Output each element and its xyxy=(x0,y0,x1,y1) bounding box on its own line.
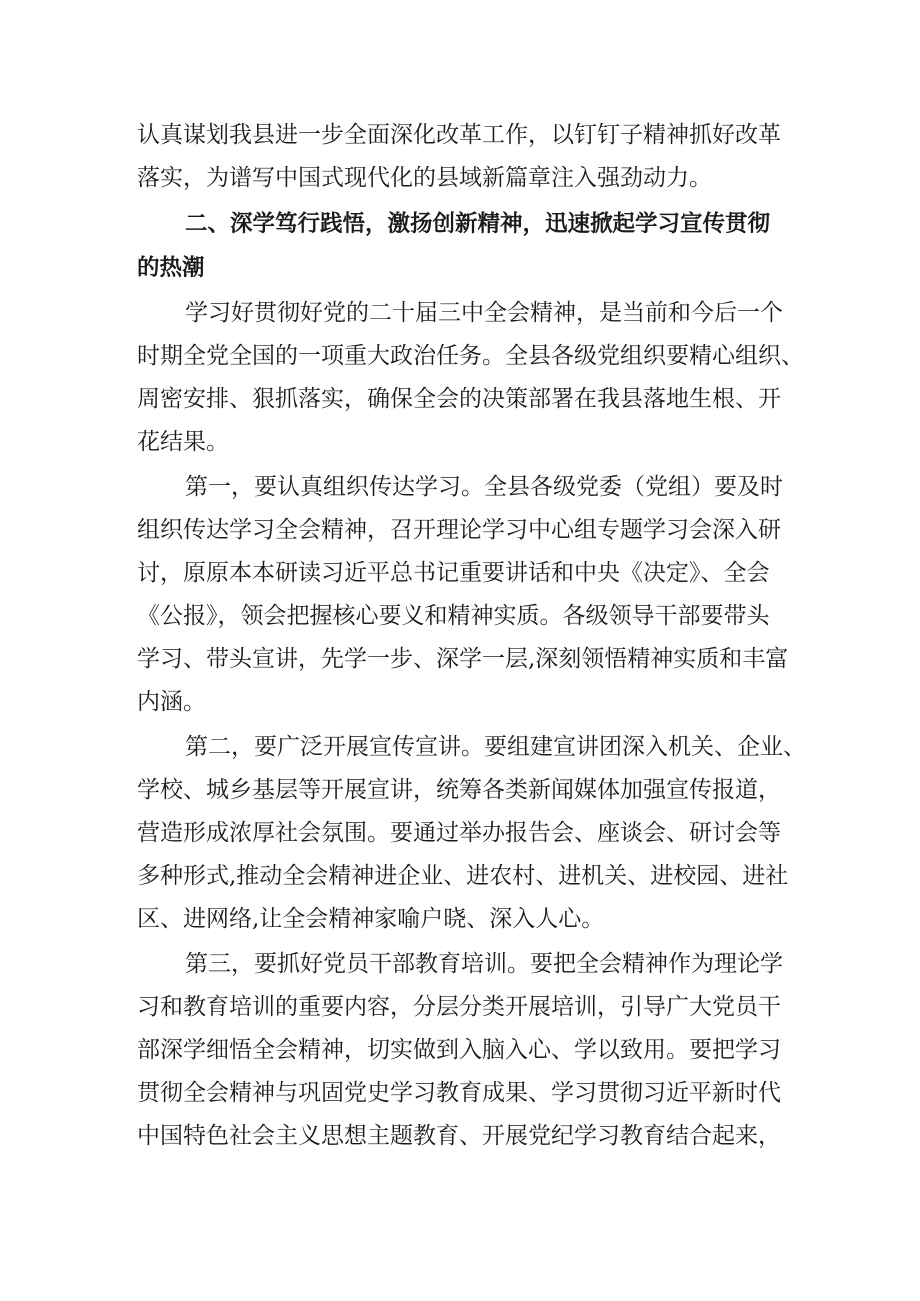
body-line: 中国特色社会主义思想主题教育、开展党纪学习教育结合起来， xyxy=(137,1123,781,1149)
body-line: 部深学细悟全会精神，切实做到入脑入心、学以致用。要把学习 xyxy=(137,1037,781,1063)
paragraph-first-line: 学习好贯彻好党的二十届三中全会精神，是当前和今后一个 xyxy=(185,300,783,326)
body-line: 区、进网络,让全会精神家喻户晓、深入人心。 xyxy=(137,906,605,932)
paragraph-first-line: 第三，要抓好党员干部教育培训。要把全会精神作为理论学 xyxy=(185,951,783,977)
body-line: 习和教育培训的重要内容，分层分类开展培训，引导广大党员干 xyxy=(137,994,781,1020)
body-line: 学校、城乡基层等开展宣讲，统筹各类新闻媒体加强宣传报道， xyxy=(137,777,781,803)
paragraph-first-line: 第一，要认真组织传达学习。全县各级党委（党组）要及时 xyxy=(185,474,783,500)
body-line: 营造形成浓厚社会氛围。要通过举办报告会、座谈会、研讨会等 xyxy=(137,820,781,846)
body-line: 花结果。 xyxy=(137,429,229,455)
body-line: 内涵。 xyxy=(137,689,206,715)
body-line: 认真谋划我县进一步全面深化改革工作，以钉钉子精神抓好改革 xyxy=(137,122,781,148)
body-line: 讨，原原本本研读习近平总书记重要讲话和中央《决定》、全会 xyxy=(137,560,770,586)
body-line: 周密安排、狠抓落实，确保全会的决策部署在我县落地生根、开 xyxy=(137,386,781,412)
section-heading-continued: 的热潮 xyxy=(137,255,205,281)
body-line: 多种形式,推动全会精神进企业、进农村、进机关、进校园、进社 xyxy=(137,863,789,889)
body-line: 落实，为谱写中国式现代化的县域新篇章注入强劲动力。 xyxy=(137,165,712,191)
body-line: 学习、带头宣讲，先学一步、深学一层,深刻领悟精神实质和丰富 xyxy=(137,646,789,672)
section-heading: 二、深学笃行践悟，激扬创新精神，迅速掀起学习宣传贯彻 xyxy=(185,211,771,237)
body-line: 贯彻全会精神与巩固党史学习教育成果、学习贯彻习近平新时代 xyxy=(137,1080,781,1106)
body-line: 《公报》，领会把握核心要义和精神实质。各级领导干部要带头 xyxy=(137,603,770,629)
paragraph-first-line: 第二，要广泛开展宣传宣讲。要组建宣讲团深入机关、企业、 xyxy=(185,734,806,760)
body-line: 时期全党全国的一项重大政治任务。全县各级党组织要精心组织、 xyxy=(137,343,804,369)
body-line: 组织传达学习全会精神，召开理论学习中心组专题学习会深入研 xyxy=(137,517,781,543)
